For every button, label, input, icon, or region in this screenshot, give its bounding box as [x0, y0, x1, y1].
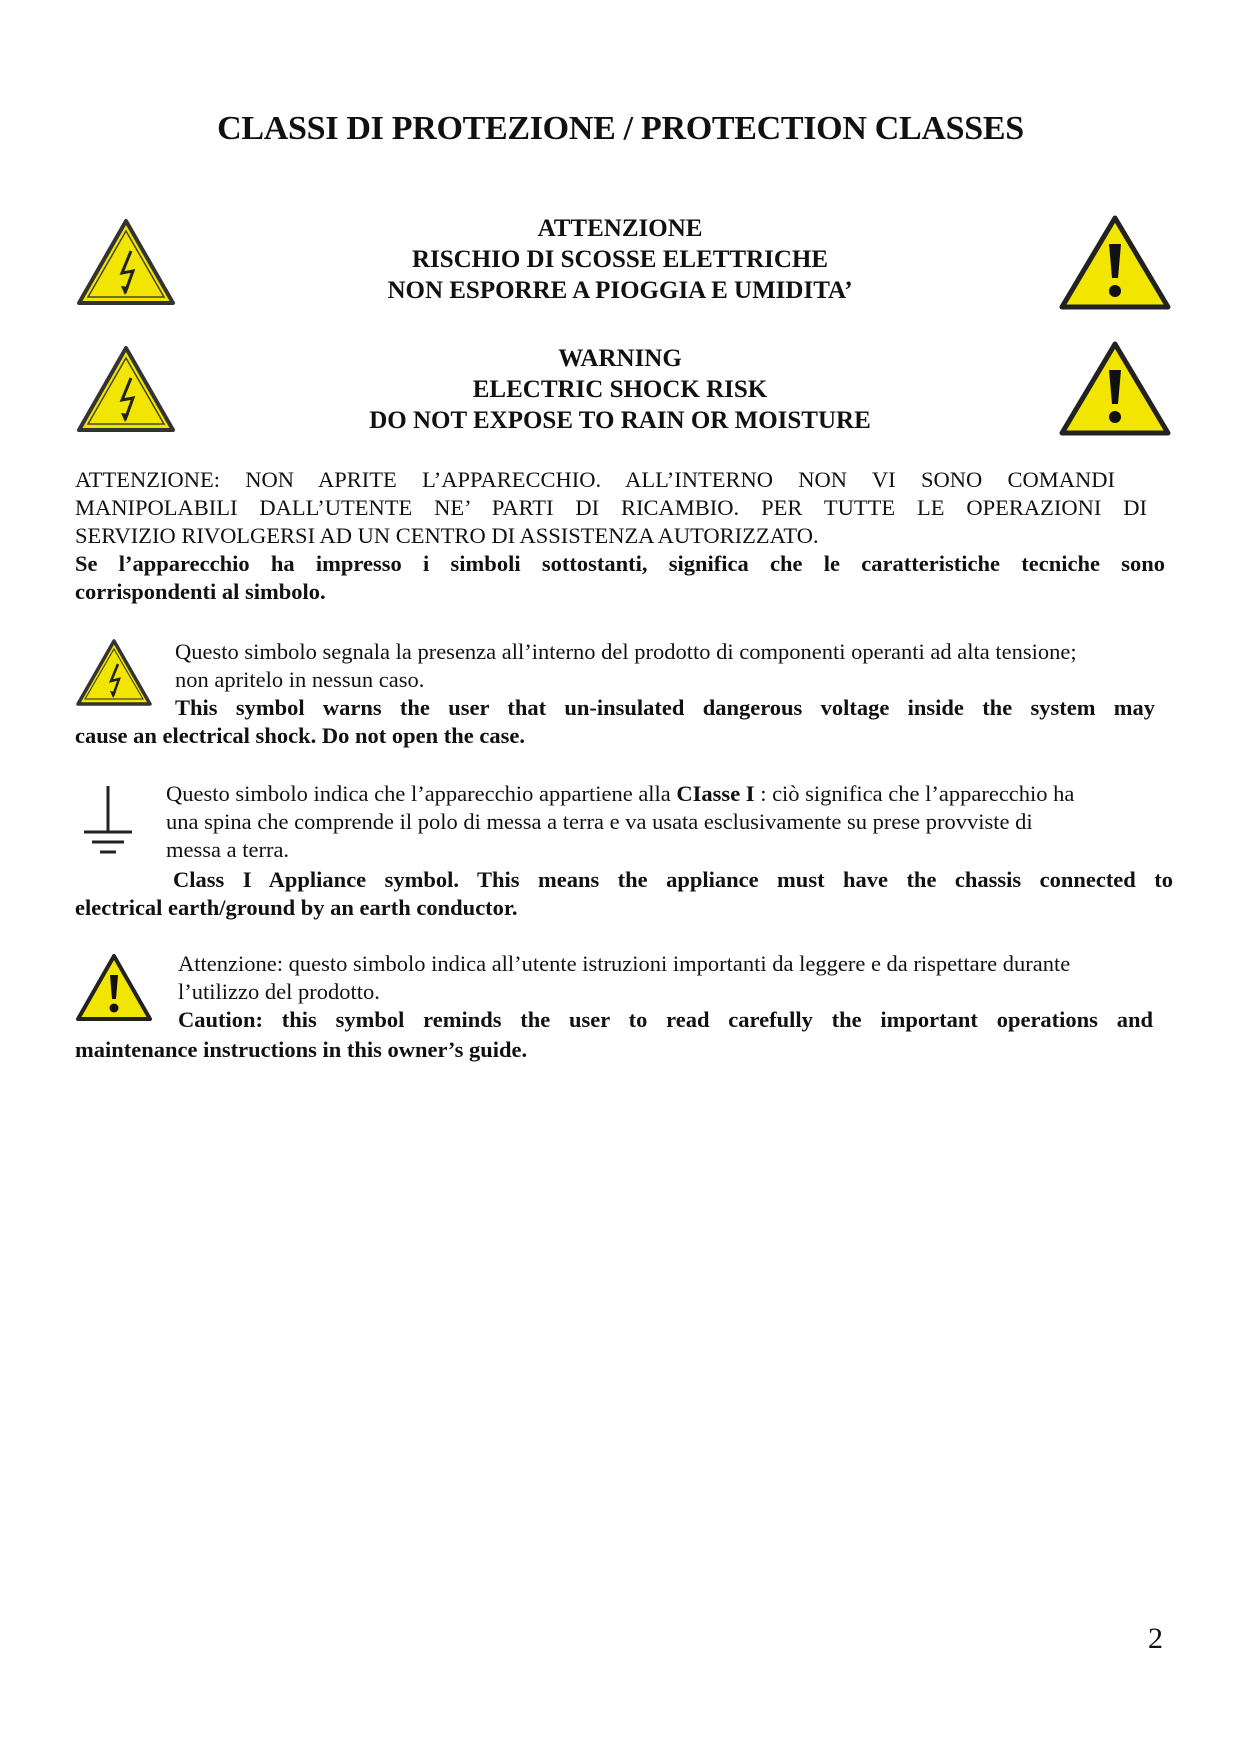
voltage-symbol-description [175, 638, 1175, 722]
voltage-en-line1: This symbol warns the user that un-insulated dangerous voltage inside the system may [175, 695, 1155, 720]
intro-bold-line2: corrispondenti al simbolo. [75, 579, 326, 604]
intro-italian-line3: SERVIZIO RIVOLGERSI AD UN CENTRO DI ASSISTENZA AUTORIZZATO. [75, 523, 819, 548]
caution-it-line2: l’utilizzo del prodotto. [178, 979, 380, 1004]
intro-italian [75, 466, 1165, 550]
voltage-it-line1: Questo simbolo segnala la presenza all’interno del prodotto di componenti operanti ad alta tensione; [175, 639, 1077, 664]
warning-italian-line2: RISCHIO DI SCOSSE ELETTRICHE [411, 246, 829, 273]
intro-bold [75, 550, 1165, 606]
page-title: CLASSI DI PROTEZIONE / PROTECTION CLASSES [217, 110, 1024, 147]
class1-it-line1-end: : ciò significa che l’apparecchio ha [754, 781, 1075, 806]
voltage-en-line2: cause an electrical shock. Do not open the case. [75, 723, 525, 748]
earth-ground-icon [80, 782, 136, 858]
warning-english-line3: DO NOT EXPOSE TO RAIN OR MOISTURE [369, 407, 871, 434]
caution-en-line1: Caution: this symbol reminds the user to read carefully the important operations and [178, 1007, 1153, 1032]
class1-it-line2: una spina che comprende il polo di messa a terra e va usata esclusivamente su prese provviste di [166, 809, 1033, 834]
intro-italian-line1: ATTENZIONE: NON APRITE L’APPARECCHIO. ALL’INTERNO NON VI SONO COMANDI [75, 467, 1115, 492]
class1-it-line1 [166, 780, 1176, 808]
exclamation-warning-icon [1058, 214, 1172, 312]
exclamation-warning-icon [75, 953, 153, 1023]
caution-it-line1: Attenzione: questo simbolo indica all’utente istruzioni importanti da leggere e da rispettare durante [178, 951, 1071, 976]
warning-english [180, 343, 1060, 436]
warning-english-line2: ELECTRIC SHOCK RISK [472, 376, 768, 403]
caution-symbol-description [178, 950, 1178, 1034]
page-number: 2 [1148, 1622, 1163, 1655]
class1-en-line2: electrical earth/ground by an earth conductor. [75, 895, 518, 920]
lightning-warning-icon [75, 344, 177, 434]
voltage-it-line2: non apritelo in nessun caso. [175, 667, 425, 692]
caution-en-line2: maintenance instructions in this owner’s guide. [75, 1037, 528, 1062]
class1-en-line1: Class I Appliance symbol. This means the appliance must have the chassis connected to [173, 867, 1173, 892]
class1-it-line1-start: Questo simbolo indica che l’apparecchio appartiene alla [166, 781, 677, 806]
intro-italian-line2: MANIPOLABILI DALL’UTENTE NE’ PARTI DI RICAMBIO. PER TUTTE LE OPERAZIONI DI [75, 495, 1147, 520]
class1-symbol-description [166, 780, 1176, 864]
lightning-warning-icon [75, 217, 177, 307]
lightning-warning-icon [75, 638, 153, 708]
class1-it-line3: messa a terra. [166, 837, 290, 862]
warning-english-line1: WARNING [558, 345, 682, 372]
warning-italian [180, 213, 1060, 306]
warning-italian-line1: ATTENZIONE [537, 215, 703, 242]
intro-bold-line1: Se l’apparecchio ha impresso i simboli sottostanti, significa che le caratteristiche tecniche sono [75, 551, 1165, 576]
class1-label: CIasse I [676, 781, 755, 806]
warning-italian-line3: NON ESPORRE A PIOGGIA E UMIDITA’ [387, 277, 853, 304]
exclamation-warning-icon [1058, 340, 1172, 438]
